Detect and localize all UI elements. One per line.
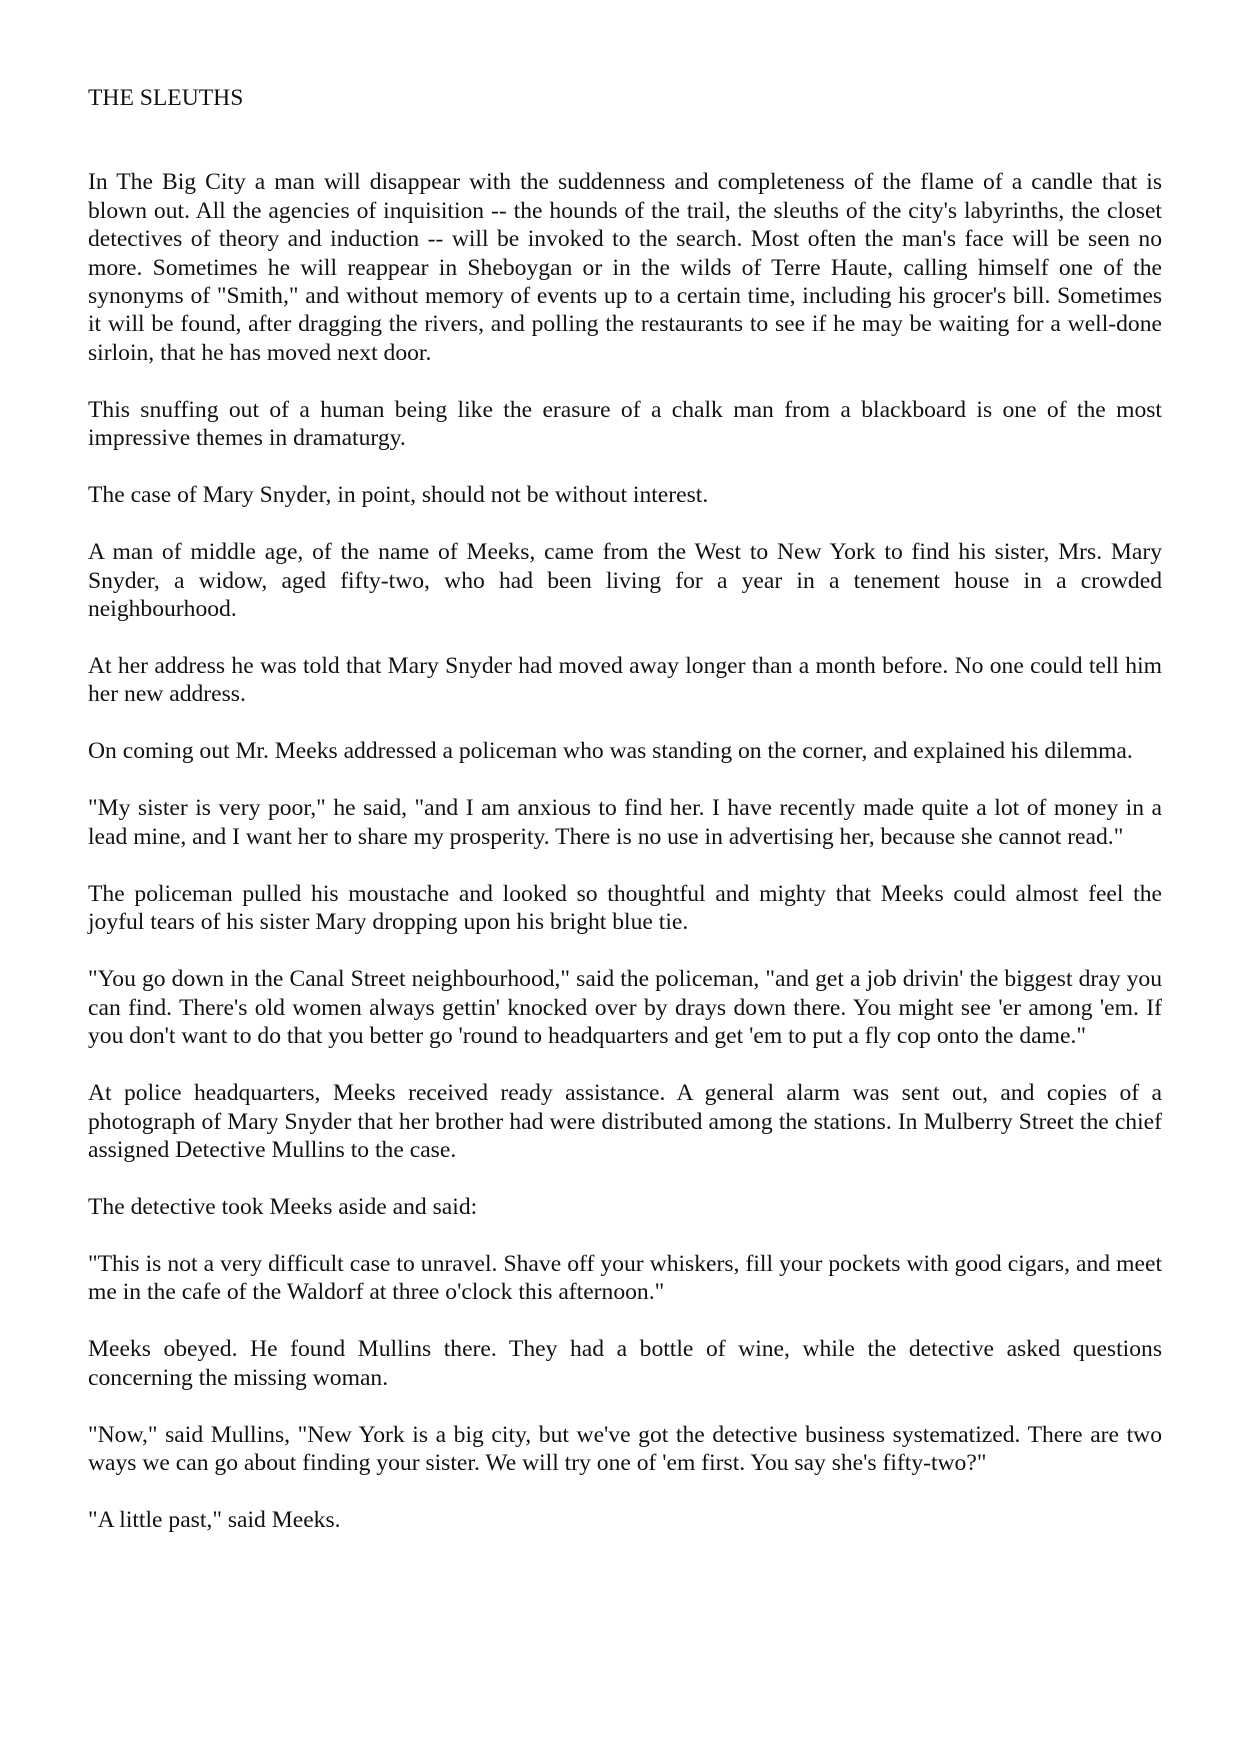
paragraph: The policeman pulled his moustache and looked so thoughtful and mighty that Meeks could almost feel the joyful tears of his sister Mary dropping upon his bright blue tie.	[88, 880, 1162, 936]
document-page	[88, 84, 1162, 1563]
paragraph: "This is not a very difficult case to unravel. Shave off your whiskers, fill your pockets with good cigars, and meet me in the cafe of the Waldorf at three o'clock this afternoon."	[88, 1250, 1162, 1306]
paragraph: Meeks obeyed. He found Mullins there. They had a bottle of wine, while the detective asked questions concerning the missing woman.	[88, 1336, 1162, 1391]
paragraph: At her address he was told that Mary Snyder had moved away longer than a month before. No one could tell him her new address.	[88, 653, 1162, 708]
paragraph: In The Big City a man will disappear with the suddenness and completeness of the flame of a candle that is blown out. All the agencies of inquisition -- the hounds of the trail, the sleuths of the city's labyrinths, the closet detectives of theory and induction -- will be invoked to the search. Most often the man's face will be seen no more. Sometimes he will reappear in Sheboygan or in the wilds of Terre Haute, calling himself one of the synonyms of "Smith," and without memory of events up to a certain time, including his grocer's bill. Sometimes it will be found, after dragging the rivers, and polling the restaurants to see if he may be waiting for a well-done sirloin, that he has moved next door.	[88, 169, 1162, 366]
paragraph: "My sister is very poor," he said, "and I am anxious to find her. I have recently made quite a lot of money in a lead mine, and I want her to share my prosperity. There is no use in advertising her, because she cannot read."	[88, 795, 1162, 850]
paragraph: "Now," said Mullins, "New York is a big city, but we've got the detective business systematized. There are two ways we can go about finding your sister. We will try one of 'em first. You say she's fifty-two?"	[88, 1421, 1162, 1477]
document-title: THE SLEUTHS	[88, 85, 244, 111]
paragraph: A man of middle age, of the name of Meeks, came from the West to New York to find his sister, Mrs. Mary Snyder, a widow, aged fifty-two, who had been living for a year in a tenement house in a crowded neighbourhood.	[88, 539, 1162, 623]
paragraph: The detective took Meeks aside and said:	[88, 1193, 478, 1220]
paragraph: At police headquarters, Meeks received ready assistance. A general alarm was sent out, and copies of a photograph of Mary Snyder that her brother had were distributed among the stations. In Mulberry Street the chief assigned Detective Mullins to the case.	[88, 1080, 1162, 1163]
paragraph: "A little past," said Meeks.	[88, 1507, 341, 1534]
paragraph: "You go down in the Canal Street neighbourhood," said the policeman, "and get a job drivin' the biggest dray you can find. There's old women always gettin' knocked over by drays down there. You might see 'er among 'em. If you don't want to do that you better go 'round to headquarters and get 'em to put a fly cop onto the dame."	[88, 966, 1162, 1050]
paragraph: On coming out Mr. Meeks addressed a policeman who was standing on the corner, and explained his dilemma.	[88, 738, 1133, 765]
paragraph: This snuffing out of a human being like the erasure of a chalk man from a blackboard is one of the most impressive themes in dramaturgy.	[88, 396, 1162, 452]
paragraph: The case of Mary Snyder, in point, should not be without interest.	[88, 482, 709, 509]
